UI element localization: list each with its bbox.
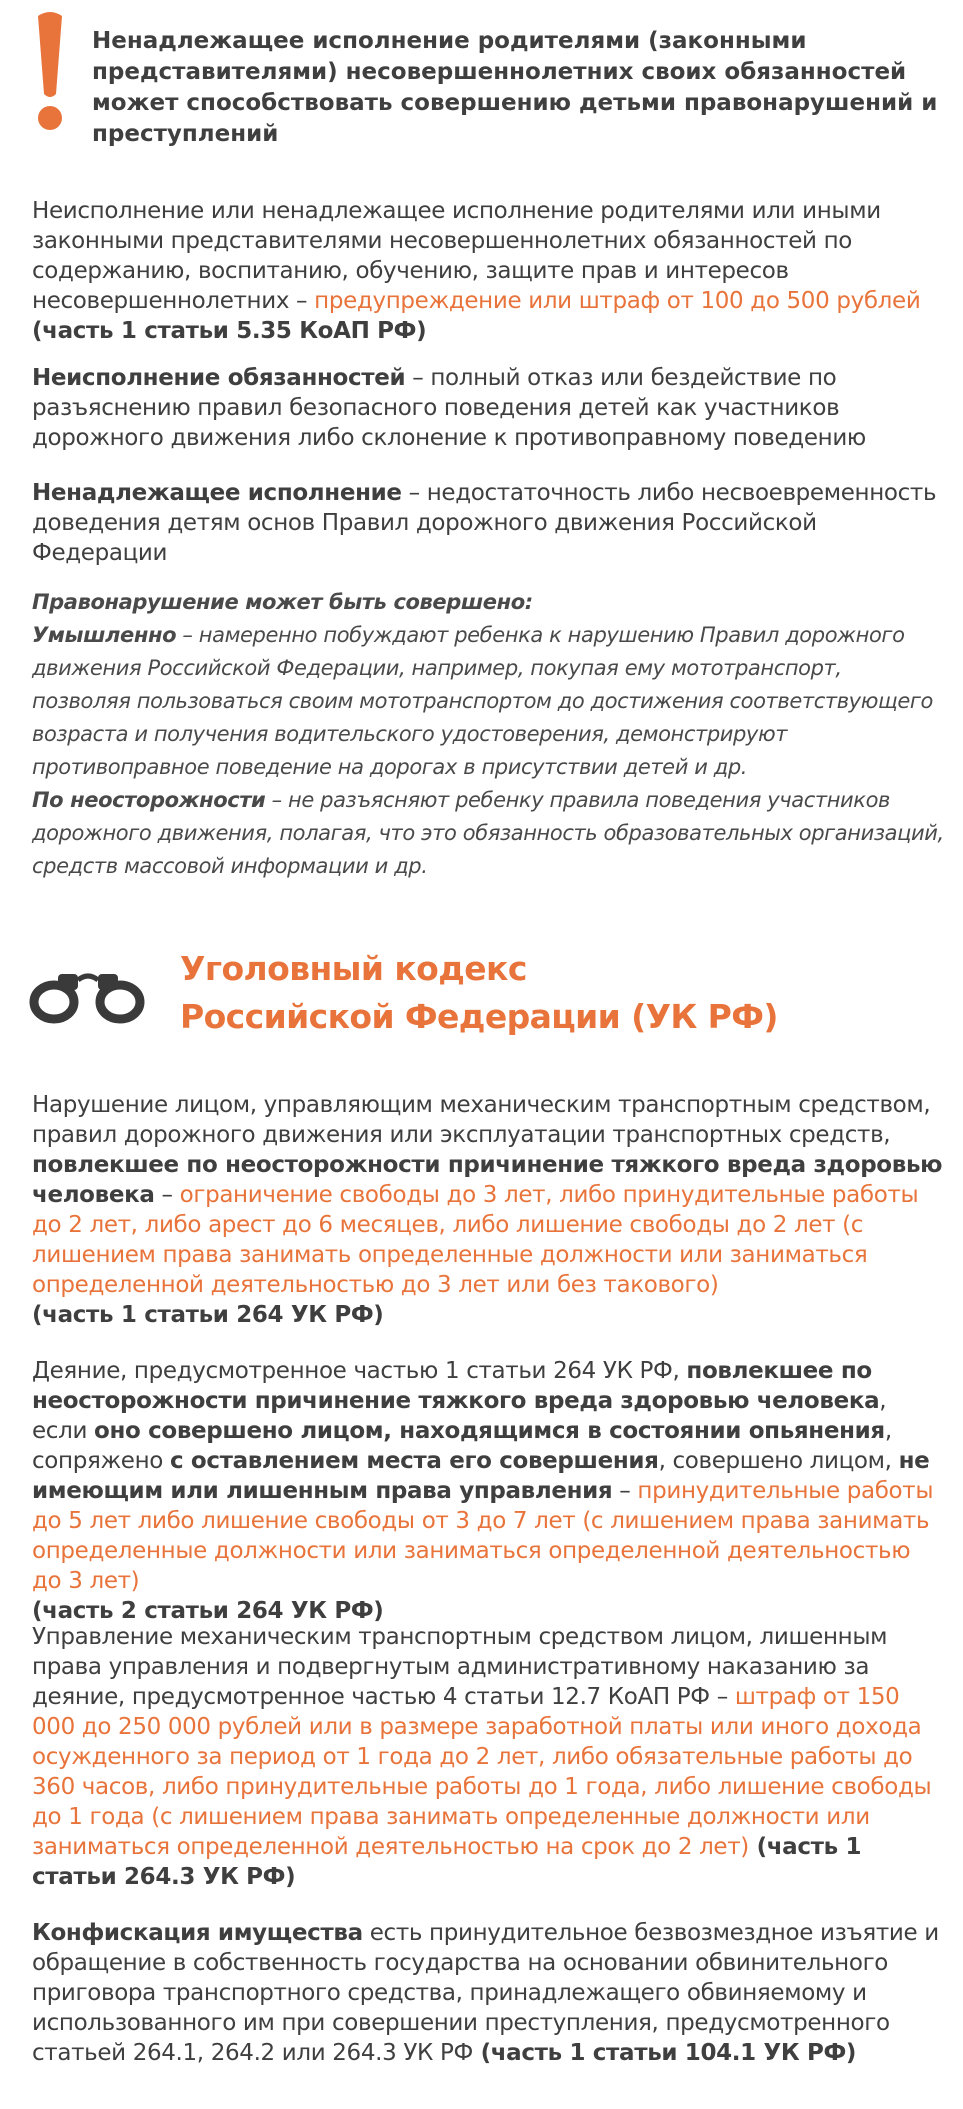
offense-intent-term: Умышленно xyxy=(32,623,177,647)
koap-p2-term: Неисполнение обязанностей xyxy=(32,365,406,391)
koap-p1-text: Неисполнение или ненадлежащее исполнение родителями или иными законными представителями несовершеннолетних обязанностей по содержанию, воспитанию, обучению, защите прав и интересов несовершеннолетних – xyxy=(32,198,881,314)
exclamation-icon xyxy=(32,10,68,132)
uk-header xyxy=(26,945,926,1055)
uk-p2-penalty: принудительные работы до 5 лет либо лишение свободы от 3 до 7 лет (с лишением права занимать определенные должности или заниматься определенной деятельностью до 3 лет) xyxy=(32,1478,934,1594)
uk-title-line-1: Уголовный кодекс xyxy=(180,949,527,988)
koap-p3-text: – недостаточность либо несвоевременность доведения детям основ Правил дорожного движения Российской Федерации xyxy=(32,480,937,566)
uk-p2-text-g: , совершено лицом, xyxy=(658,1448,899,1474)
uk-p2-text-c: , если xyxy=(32,1388,887,1444)
uk-p2-bold-d: оно совершено лицом, находящимся в состоянии опьянения xyxy=(94,1418,885,1444)
uk-paragraph-4 xyxy=(32,1918,944,2068)
uk-p4-text: есть принудительное безвозмездное изъятие и обращение в собственность государства на основании обвинительного приговора транспортного средства, принадлежащего обвиняемому и использованного им при совершении преступления, предусмотренного статьей 264.1, 264.2 или 264.3 УК РФ xyxy=(32,1920,939,2066)
uk-p2-ref: (часть 2 статьи 264 УК РФ) xyxy=(32,1598,384,1624)
uk-p2-dash: – xyxy=(612,1478,638,1504)
offense-heading: Правонарушение может быть совершено: xyxy=(32,590,533,614)
warning-text: Ненадлежащее исполнение родителями (законными представителями) несовершеннолетних своих обязанностей может способствовать совершению детьми правонарушений и преступлений xyxy=(92,28,938,147)
offense-block xyxy=(32,586,944,883)
offense-intent-text: – намеренно побуждают ребенка к нарушению Правил дорожного движения Российской Федерации, например, покупая ему мототранспорт, позволяя пользоваться своим мототранспортом до достижения соответствующего возраста и получения водительского удостоверения, демонстрируют противоправное поведение на дорогах в присутствии детей и др. xyxy=(32,623,933,779)
uk-paragraph-3 xyxy=(32,1622,944,1892)
uk-p3-penalty: штраф от 150 000 до 250 000 рублей или в размере заработной платы или иного дохода осужденного за период от 1 года до 2 лет, либо обязательные работы до 360 часов, либо принудительные работы до 1 года, либо лишение свободы до 1 года (с лишением права занимать определенные должности или заниматься определенной деятельностью на срок до 2 лет) xyxy=(32,1684,932,1860)
uk-p1-penalty: ограничение свободы до 3 лет, либо принудительные работы до 2 лет, либо арест до 6 месяцев, либо лишение свободы до 2 лет (с лишением права занимать определенные должности или заниматься определенной деятельностью до 3 лет или без такового) xyxy=(32,1182,919,1298)
offense-negligence-term: По неосторожности xyxy=(32,788,266,812)
uk-p1-dash: – xyxy=(154,1182,180,1208)
koap-p2-text: – полный отказ или бездействие по разъяснению правил безопасного поведения детей как участников дорожного движения либо склонение к противоправному поведению xyxy=(32,365,866,451)
uk-p1-bold: повлекшее по неосторожности причинение тяжкого вреда здоровью человека xyxy=(32,1152,943,1208)
koap-p1-ref: (часть 1 статьи 5.35 КоАП РФ) xyxy=(32,318,427,344)
offense-negligence-text: – не разъясняют ребенку правила поведения участников дорожного движения, полагая, что это обязанность образовательных организаций, средств массовой информации и др. xyxy=(32,788,944,878)
uk-p3-ref: (часть 1 статьи 264.3 УК РФ) xyxy=(32,1834,862,1890)
uk-p3-text: Управление механическим транспортным средством лицом, лишенным права управления и подвергнутым административному наказанию за деяние, предусмотренное частью 4 статьи 12.7 КоАП РФ – xyxy=(32,1624,888,1710)
uk-p4-ref: (часть 1 статьи 104.1 УК РФ) xyxy=(472,2040,857,2066)
koap-paragraph-1 xyxy=(32,196,944,346)
uk-p4-term: Конфискация имущества xyxy=(32,1920,363,1946)
uk-paragraph-2 xyxy=(32,1356,944,1626)
offense-intent xyxy=(32,619,944,784)
uk-title-line-2: Российской Федерации (УК РФ) xyxy=(180,997,778,1036)
offense-negligence xyxy=(32,784,944,883)
koap-p1-penalty: предупреждение или штраф от 100 до 500 рублей xyxy=(314,288,921,314)
uk-title xyxy=(180,945,778,1041)
uk-p2-bold-b: повлекшее по неосторожности причинение тяжкого вреда здоровью человека xyxy=(32,1358,880,1414)
handcuffs-icon xyxy=(28,960,148,1032)
uk-p1-ref: (часть 1 статьи 264 УК РФ) xyxy=(32,1302,384,1328)
koap-p3-term: Ненадлежащее исполнение xyxy=(32,480,402,506)
uk-p2-text-e: , сопряжено xyxy=(32,1418,892,1474)
koap-paragraph-2 xyxy=(32,363,944,453)
uk-p2-text-a: Деяние, предусмотренное частью 1 статьи 264 УК РФ, xyxy=(32,1358,687,1384)
uk-paragraph-1 xyxy=(32,1090,944,1330)
uk-p2-bold-f: с оставлением места его совершения xyxy=(169,1448,659,1474)
uk-p1-text: Нарушение лицом, управляющим механическим транспортным средством, правил дорожного движения или эксплуатации транспортных средств, xyxy=(32,1092,931,1148)
koap-paragraph-3 xyxy=(32,478,944,568)
uk-p2-bold-h: не имеющим или лишенным права управления xyxy=(32,1448,930,1504)
